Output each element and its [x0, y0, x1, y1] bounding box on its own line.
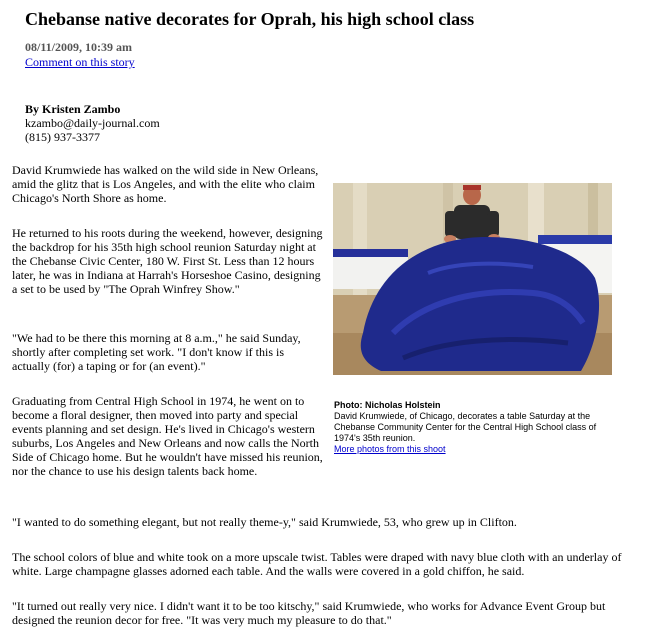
article-paragraph: "I wanted to do something elegant, but not really theme-y," said Krumwiede, 53, who grew up in Clifton.: [12, 515, 517, 529]
article-paragraph: "We had to be there this morning at 8 a.m.," he said Sunday, shortly after completing set work. "I don't know if this is actually (for) a taping or for (an event).": [12, 331, 301, 373]
photo-credit: Photo: Nicholas Holstein: [334, 400, 441, 410]
article-paragraph: Graduating from Central High School in 1974, he went on to become a floral designer, then moved into party and special events planning and set design. He's lived in Chicago's western suburbs, Los Angeles and New Orleans and now calls the North Side of Chicago home. But he wouldn't have missed his reunion, nor the chance to use his design talents back home.: [12, 394, 323, 478]
more-photos-link[interactable]: More photos from this shoot: [334, 444, 446, 454]
comment-on-story-link[interactable]: Comment on this story: [25, 55, 135, 69]
author-email: kzambo@daily-journal.com: [25, 116, 160, 130]
article-paragraph: The school colors of blue and white took on a more upscale twist. Tables were draped with navy blue cloth with an underlay of white. Large champagne glasses adorned each table. And the walls were covered in a gold chiffon, he said.: [12, 550, 622, 578]
article-paragraph: David Krumwiede has walked on the wild side in New Orleans, amid the glitz that is Los Angeles, and with the elite who claim Chicago's North Shore as home.: [12, 163, 319, 205]
article-headline: Chebanse native decorates for Oprah, his high school class: [25, 9, 475, 29]
author-name: By Kristen Zambo: [25, 102, 121, 116]
photo-caption: David Krumwiede, of Chicago, decorates a table Saturday at the Chebanse Community Center for the Central High School class of 1974's 35th reunion.: [334, 411, 597, 443]
article-paragraph: He returned to his roots during the weekend, however, designing the backdrop for his 35th high school reunion Saturday night at the Chebanse Civic Center, 180 W. First St. Less than 12 hours later, he was in Indiana at Harrah's Horseshoe Casino, designing a set to be used by "The Oprah Winfrey Show.": [12, 226, 323, 296]
article-paragraph: "It turned out really very nice. I didn't want it to be too kitschy," said Krumwiede, who works for Advance Event Group but designed the reunion decor for free. "It was very much my pleasure to do that.": [12, 599, 606, 627]
byline: [25, 102, 160, 144]
article-dateline: 08/11/2009, 10:39 am: [25, 40, 132, 54]
photo-caption-block: [334, 400, 619, 455]
article-photo[interactable]: [333, 183, 612, 375]
author-phone: (815) 937-3377: [25, 130, 100, 144]
